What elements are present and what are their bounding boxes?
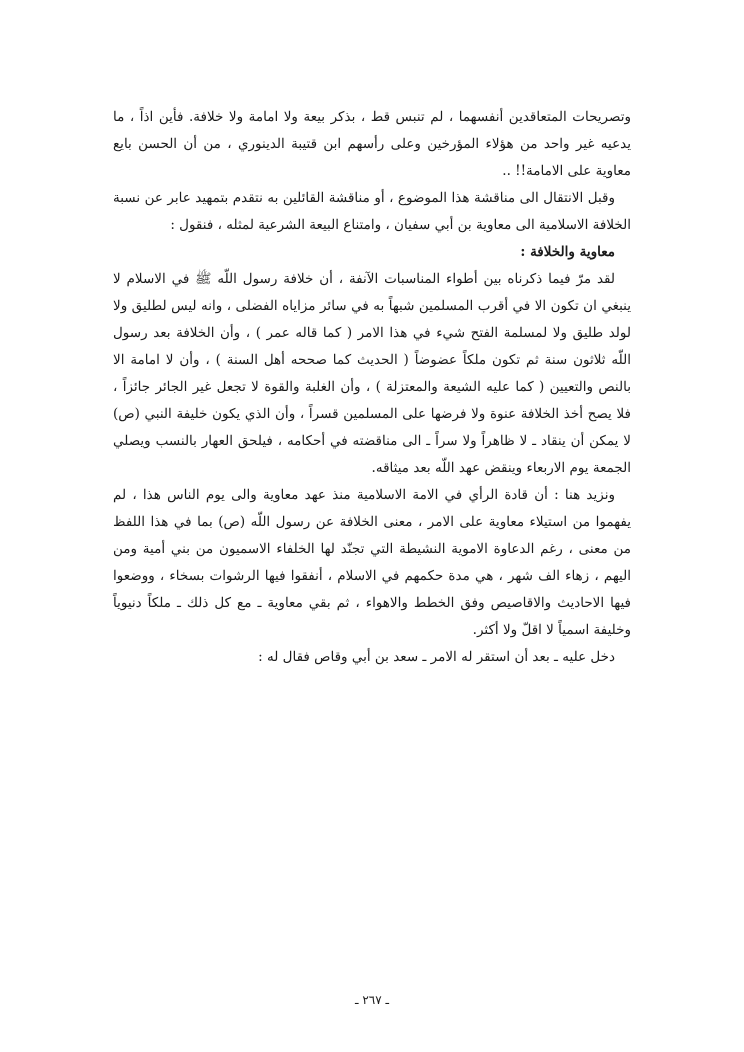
paragraph-4: ونزيد هنا : أن قادة الرأي في الامة الاسلامية منذ عهد معاوية والى يوم الناس هذا ، لم يفهموا من استيلاء معاوية على الامر ، معنى الخلافة عن رسول اللّه (ص) بما في هذا اللفظ من معنى ، رغم الدعاوة الاموية النشيطة التي تجنّد لها الخلفاء الاسميون من بني أمية ومن اليهم ، زهاء الف شهر ، هي مدة حكمهم في الاسلام ، أنفقوا فيها الرشوات بسخاء ، ووضعوا فيها الاحاديث والاقاصيص وفق الخطط والاهواء ، ثم بقي معاوية ـ مع كل ذلك ـ ملكاً دنيوياً وخليفة اسمياً لا اقلّ ولا أكثر. — [113, 487, 631, 638]
page-body — [113, 104, 631, 671]
paragraph-2: وقبل الانتقال الى مناقشة هذا الموضوع ، أو مناقشة القائلين به نتقدم بتمهيد عابر عن نسبة الخلافة الاسلامية الى معاوية بن أبي سفيان ، وامتناع البيعة الشرعية لمثله ، فنقول : — [113, 190, 631, 233]
paragraph-1: وتصريحات المتعاقدين أنفسهما ، لم تنبس قط ، بذكر بيعة ولا امامة ولا خلافة. فأين اذاً ، ما يدعيه غير واحد من هؤلاء المؤرخين وعلى رأسهم ابن قتيبة الدينوري ، من أن الحسن بايع معاوية على الامامة!! .. — [113, 109, 631, 179]
paragraph-5: دخل عليه ـ بعد أن استقر له الامر ـ سعد بن أبي وقاص فقال له : — [258, 649, 615, 665]
page-number: ـ ٢٦٧ ـ — [354, 993, 390, 1007]
paragraph-3: لقد مرّ فيما ذكرناه بين أطواء المناسبات الآنفة ، أن خلافة رسول اللّه ﷺ في الاسلام لا ينبغي ان تكون الا في أقرب المسلمين شبهاً به في سائر مزاياه الفضلى ، وانه ليس لطليق ولا لولد طليق ولا لمسلمة الفتح شيء في هذا الامر ( كما قاله عمر ) ، وأن الخلافة بعد رسول اللّه ثلاثون سنة ثم تكون ملكاً عضوضاً ( الحديث كما صححه أهل السنة ) ، وأن لا امامة الا بالنص والتعيين ( كما عليه الشيعة والمعتزلة ) ، وأن الغلبة والقوة لا تجعل غير الجائر جائزاً ، فلا يصح أخذ الخلافة عنوة ولا فرضها على المسلمين قسراً ، وأن الذي يكون خليفة النبي (ص) لا يمكن أن ينقاد ـ لا ظاهراً ولا سراً ـ الى مناقضته في أحكامه ، فيلحق العهار بالنسب ويصلي الجمعة يوم الاربعاء وينقض عهد اللّه بعد ميثاقه. — [113, 271, 631, 476]
section-heading: معاوية والخلافة : — [520, 244, 615, 260]
